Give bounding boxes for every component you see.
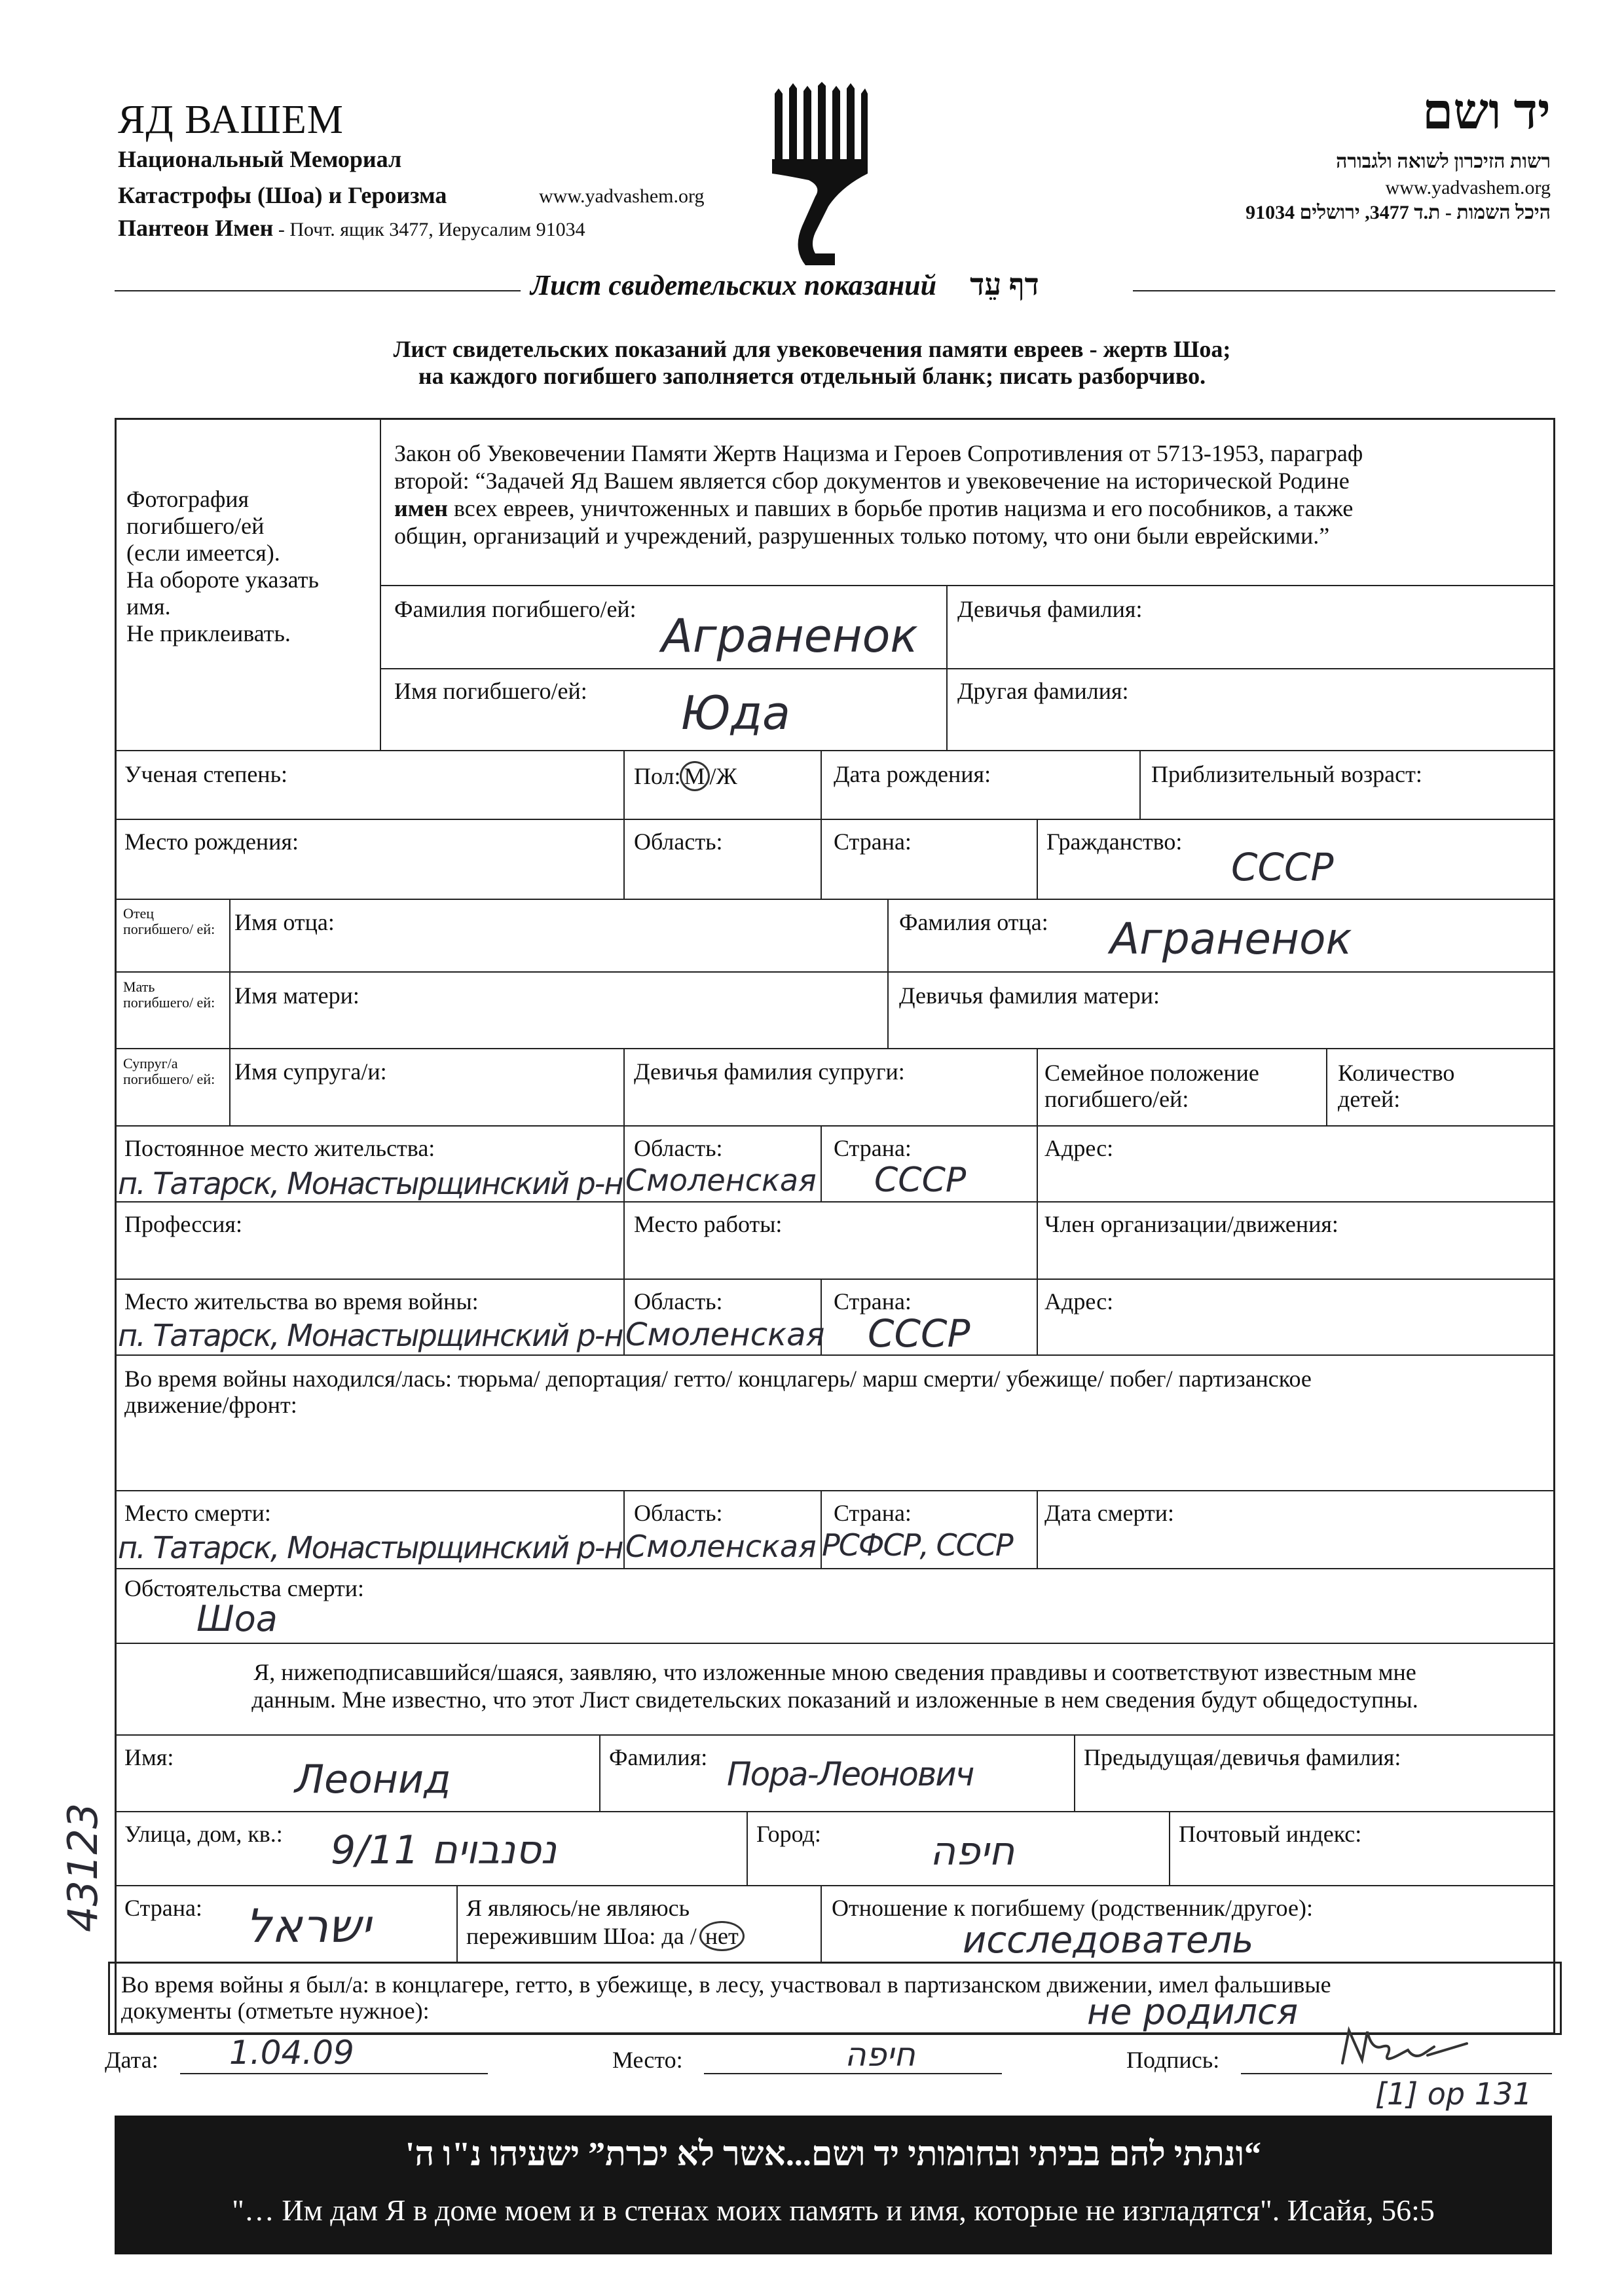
war-country-value[interactable]: СССР bbox=[868, 1311, 970, 1356]
spouse-name-label: Имя супруга/и: bbox=[234, 1058, 387, 1085]
h-mother-bottom bbox=[115, 1048, 1555, 1049]
degree-label: Ученая степень: bbox=[124, 761, 287, 787]
form-title bbox=[530, 267, 1039, 302]
header-ru-line3-rest: - Почт. ящик 3477, Иерусалим 91034 bbox=[273, 219, 585, 240]
header-ru-line3-bold: Пантеон Имен bbox=[118, 215, 274, 241]
father-side-label: Отец погибшего/ ей: bbox=[123, 905, 215, 937]
declaration-line2: данным. Мне известно, что этот Лист свидетельских показаний и изложенные в нем сведения будут общедоступны. bbox=[251, 1687, 1418, 1713]
death-circ-label: Обстоятельства смерти: bbox=[124, 1575, 364, 1601]
h-name-bottom bbox=[115, 1811, 1555, 1812]
h-warres-bottom bbox=[115, 1354, 1555, 1356]
death-region-label: Область: bbox=[634, 1500, 723, 1526]
birth-region-label: Область: bbox=[634, 829, 723, 855]
h-warstatus-bottom bbox=[115, 1490, 1555, 1491]
citizenship-label: Гражданство: bbox=[1046, 829, 1183, 855]
death-circ-value[interactable]: Шоа bbox=[196, 1598, 278, 1639]
header-website-right: www.yadvashem.org bbox=[1385, 177, 1551, 198]
father-name-label: Имя отца: bbox=[234, 909, 335, 935]
banner-hebrew: “ונתתי להם בביתי ובחומותי יד ושם...אשר לא יכרת” ישעיהו נ"ו ה' bbox=[405, 2136, 1262, 2173]
law-line4: общин, организаций и учреждений, разрушенных только потому, что они были еврейскими.” bbox=[394, 523, 1330, 549]
survivor-line1: Я являюсь/не являюсь bbox=[466, 1895, 690, 1921]
v-country1 bbox=[456, 1885, 458, 1962]
yad-vashem-logo bbox=[769, 82, 868, 265]
intro-line1: Лист свидетельских показаний для увековечения памяти евреев - жертв Шоа; bbox=[393, 336, 1231, 362]
v-side bbox=[229, 899, 231, 1125]
death-country-label: Страна: bbox=[834, 1500, 912, 1526]
footer-annotation: [1] ор 131 bbox=[1375, 2076, 1532, 2112]
war-exp-line2: документы (отметьте нужное): bbox=[121, 1998, 430, 2024]
v-street2 bbox=[1169, 1811, 1170, 1885]
workplace-label: Место работы: bbox=[634, 1211, 783, 1237]
war-status-line1: Во время войны находился/лась: тюрьма/ депортация/ гетто/ концлагерь/ марш смерти/ убежище/ побег/ партизанское bbox=[124, 1366, 1312, 1392]
war-address-label: Адрес: bbox=[1044, 1288, 1114, 1315]
photo-line3: (если имеется). bbox=[126, 540, 280, 566]
v-res2 bbox=[821, 1125, 822, 1201]
father-surname-value[interactable]: Аграненок bbox=[1110, 914, 1352, 964]
city-value[interactable]: חיפה bbox=[930, 1829, 1015, 1875]
relation-value[interactable]: исследователь bbox=[963, 1919, 1254, 1962]
form-title-he: דף עֵד bbox=[970, 268, 1039, 301]
header-he-line3: היכל השמות - ת.ד 3477, ירושלים 91034 bbox=[1246, 202, 1551, 223]
signature-mark[interactable] bbox=[1336, 2024, 1486, 2076]
form-title-ru: Лист свидетельских показаний bbox=[530, 269, 937, 301]
children-label-1: Количество bbox=[1338, 1060, 1455, 1086]
h-father-bottom bbox=[115, 971, 1555, 973]
relation-label: Отношение к погибшему (родственник/другое): bbox=[832, 1895, 1313, 1921]
v-sub2 bbox=[1074, 1734, 1075, 1811]
photo-line4: На обороте указать bbox=[126, 567, 319, 593]
member-label: Член организации/движения: bbox=[1044, 1211, 1338, 1237]
dob-label: Дата рождения: bbox=[834, 761, 991, 787]
submitter-country-label: Страна: bbox=[124, 1895, 202, 1921]
signature-label: Подпись: bbox=[1126, 2047, 1220, 2073]
children-label-2: детей: bbox=[1338, 1086, 1401, 1112]
h-birth-bottom bbox=[115, 899, 1555, 900]
birth-country-label: Страна: bbox=[834, 829, 912, 855]
sex-f-option[interactable]: Ж bbox=[716, 763, 737, 789]
v-maiden bbox=[946, 585, 948, 750]
v-res3 bbox=[1037, 1125, 1038, 1354]
title-rule-right bbox=[1133, 290, 1555, 291]
residence-region-label: Область: bbox=[634, 1135, 723, 1161]
side-number: 43123 bbox=[59, 1802, 107, 1932]
h-surname-bottom bbox=[380, 668, 1555, 669]
marital-label-2: погибшего/ей: bbox=[1044, 1086, 1189, 1112]
sex-m-option[interactable]: М bbox=[680, 761, 710, 791]
sex-label: Пол: bbox=[634, 763, 681, 789]
street-value[interactable]: 9/11 נסנבוים bbox=[331, 1827, 557, 1873]
birthplace-label: Место рождения: bbox=[124, 829, 299, 855]
sex-sep: / bbox=[709, 763, 716, 789]
postal-label: Почтовый индекс: bbox=[1179, 1821, 1362, 1847]
v-photo bbox=[380, 418, 381, 750]
city-label: Город: bbox=[756, 1821, 821, 1847]
v-age bbox=[1139, 750, 1141, 819]
other-surname-label: Другая фамилия: bbox=[957, 678, 1129, 704]
death-place-value[interactable]: п. Татарск, Монастырщинский р-н bbox=[118, 1530, 623, 1565]
header-ru-line3 bbox=[118, 214, 585, 242]
h-spouse-bottom bbox=[115, 1125, 1555, 1127]
date-value[interactable]: 1.04.09 bbox=[229, 2034, 354, 2072]
mother-maiden-label: Девичья фамилия матери: bbox=[899, 982, 1160, 1009]
submitter-name-value[interactable]: Леонид bbox=[295, 1757, 451, 1802]
residence-value[interactable]: п. Татарск, Монастырщинский р-н bbox=[118, 1166, 623, 1201]
v-street1 bbox=[747, 1811, 748, 1885]
residence-country-value[interactable]: СССР bbox=[874, 1161, 967, 1200]
law-line2: второй: “Задачей Яд Вашем является сбор документов и увековечение на исторической Родине bbox=[394, 468, 1350, 494]
war-status-line2: движение/фронт: bbox=[124, 1392, 297, 1418]
submitter-name-label: Имя: bbox=[124, 1744, 174, 1770]
death-place-label: Место смерти: bbox=[124, 1500, 271, 1526]
survivor-no-option[interactable]: нет bbox=[699, 1921, 745, 1951]
approx-age-label: Приблизительный возраст: bbox=[1151, 761, 1422, 787]
residence-label: Постоянное место жительства: bbox=[124, 1135, 435, 1161]
sex-field[interactable] bbox=[634, 761, 737, 791]
war-residence-value[interactable]: п. Татарск, Монастырщинский р-н bbox=[118, 1318, 623, 1353]
submitter-prev-label: Предыдущая/девичья фамилия: bbox=[1084, 1744, 1401, 1770]
v-death3 bbox=[1037, 1490, 1038, 1568]
h-degree-bottom bbox=[115, 819, 1555, 820]
street-label: Улица, дом, кв.: bbox=[124, 1821, 283, 1847]
header-ru-line2: Катастрофы (Шоа) и Героизма bbox=[118, 182, 447, 208]
mother-side-label: Мать погибшего/ ей: bbox=[123, 979, 215, 1011]
spouse-maiden-label: Девичья фамилия супруги: bbox=[634, 1058, 905, 1085]
father-surname-label: Фамилия отца: bbox=[899, 909, 1048, 935]
maiden-field[interactable] bbox=[957, 625, 1540, 662]
h-profession-bottom bbox=[115, 1278, 1555, 1280]
spouse-side-label: Супруг/а погибшего/ ей: bbox=[123, 1055, 215, 1087]
v-dob bbox=[821, 750, 822, 899]
death-country-value[interactable]: РСФСР, СССР bbox=[822, 1527, 1012, 1563]
maiden-label: Девичья фамилия: bbox=[957, 596, 1143, 622]
profession-label: Профессия: bbox=[124, 1211, 242, 1237]
v-spouse1 bbox=[623, 1048, 625, 1125]
h-street-bottom bbox=[115, 1885, 1555, 1886]
survivor-line2 bbox=[466, 1921, 745, 1951]
v-spouse2 bbox=[1037, 1048, 1038, 1125]
submitter-surname-value[interactable]: Пора-Леонович bbox=[727, 1755, 974, 1793]
war-residence-label: Место жительства во время войны: bbox=[124, 1288, 479, 1315]
law-line3 bbox=[394, 495, 1353, 521]
residence-region-value[interactable]: Смоленская bbox=[625, 1163, 817, 1198]
submitter-country-value[interactable]: ישראל bbox=[246, 1899, 371, 1953]
header-ru-title: ЯД ВАШЕМ bbox=[118, 98, 344, 142]
v-sex bbox=[623, 750, 625, 899]
war-region-value[interactable]: Смоленская bbox=[625, 1316, 825, 1353]
residence-address-label: Адрес: bbox=[1044, 1135, 1114, 1161]
h-death-bottom bbox=[115, 1568, 1555, 1569]
surname-label: Фамилия погибшего/ей: bbox=[394, 596, 637, 622]
h-decl-bottom bbox=[115, 1734, 1555, 1736]
war-region-label: Область: bbox=[634, 1288, 723, 1315]
banner-russian: "… Им дам Я в доме моем и в стенах моих память и имя, которые не изгладятся". Исайя, 56:5 bbox=[232, 2193, 1435, 2227]
header-ru-line1: Национальный Мемориал bbox=[118, 146, 402, 172]
other-surname-field[interactable] bbox=[957, 707, 1540, 743]
h-row-photo-bottom bbox=[115, 750, 1555, 751]
law-line3-bold: имен bbox=[394, 495, 448, 521]
death-region-value[interactable]: Смоленская bbox=[625, 1529, 817, 1564]
h-residence-bottom bbox=[115, 1201, 1555, 1203]
photo-line5: имя. bbox=[126, 593, 171, 620]
h-circ-bottom bbox=[115, 1643, 1555, 1644]
war-exp-value[interactable]: не родился bbox=[1087, 1991, 1299, 2032]
place-label: Место: bbox=[612, 2047, 683, 2073]
quote-banner bbox=[115, 2116, 1552, 2254]
v-citizen bbox=[1037, 819, 1038, 899]
header-website-left: www.yadvashem.org bbox=[539, 185, 705, 207]
v-res1 bbox=[623, 1125, 625, 1354]
first-name-value[interactable]: Юда bbox=[681, 686, 790, 740]
v-sub1 bbox=[599, 1734, 600, 1811]
law-line3-rest: всех евреев, уничтоженных и павших в борьбе против нацизма и его пособников, а также bbox=[447, 495, 1354, 521]
header-he-line1: רשות הזיכרון לשואה ולגבורה bbox=[1336, 151, 1551, 172]
v-spouse3 bbox=[1326, 1048, 1327, 1125]
v-country2 bbox=[821, 1885, 822, 1962]
date-label: Дата: bbox=[105, 2047, 158, 2073]
photo-line1: Фотография bbox=[126, 486, 249, 512]
intro-line2: на каждого погибшего заполняется отдельный бланк; писать разборчиво. bbox=[418, 363, 1206, 389]
date-underline bbox=[180, 2073, 488, 2074]
declaration-line1: Я, нижеподписавшийся/шаяся, заявляю, что изложенные мною сведения правдивы и соответствуют известным мне bbox=[253, 1659, 1416, 1685]
war-country-label: Страна: bbox=[834, 1288, 912, 1315]
citizenship-value[interactable]: СССР bbox=[1231, 845, 1334, 889]
surname-value[interactable]: Аграненок bbox=[661, 609, 918, 663]
header-he-title: יד ושם bbox=[1422, 84, 1551, 140]
survivor-line2-text: пережившим Шоа: да / bbox=[466, 1923, 697, 1949]
title-rule-left bbox=[115, 290, 521, 291]
law-line1: Закон об Увековечении Памяти Жертв Нацизма и Героев Сопротивления от 5713-1953, параграф bbox=[394, 440, 1363, 466]
place-value[interactable]: חיפה bbox=[845, 2036, 915, 2074]
residence-country-label: Страна: bbox=[834, 1135, 912, 1161]
death-date-label: Дата смерти: bbox=[1044, 1500, 1175, 1526]
v-death1 bbox=[623, 1490, 625, 1568]
photo-line2: погибшего/ей bbox=[126, 513, 265, 539]
mother-name-label: Имя матери: bbox=[234, 982, 360, 1009]
marital-label-1: Семейное положение bbox=[1044, 1060, 1259, 1086]
h-law-bottom bbox=[380, 585, 1555, 586]
submitter-surname-label: Фамилия: bbox=[609, 1744, 708, 1770]
photo-line6: Не приклеивать. bbox=[126, 620, 291, 646]
war-exp-line1: Во время войны я был/а: в концлагере, гетто, в убежище, в лесу, участвовал в партизанском движении, имел фальшивые bbox=[121, 1971, 1331, 1998]
v-parents bbox=[887, 899, 889, 1048]
first-name-label: Имя погибшего/ей: bbox=[394, 678, 587, 704]
